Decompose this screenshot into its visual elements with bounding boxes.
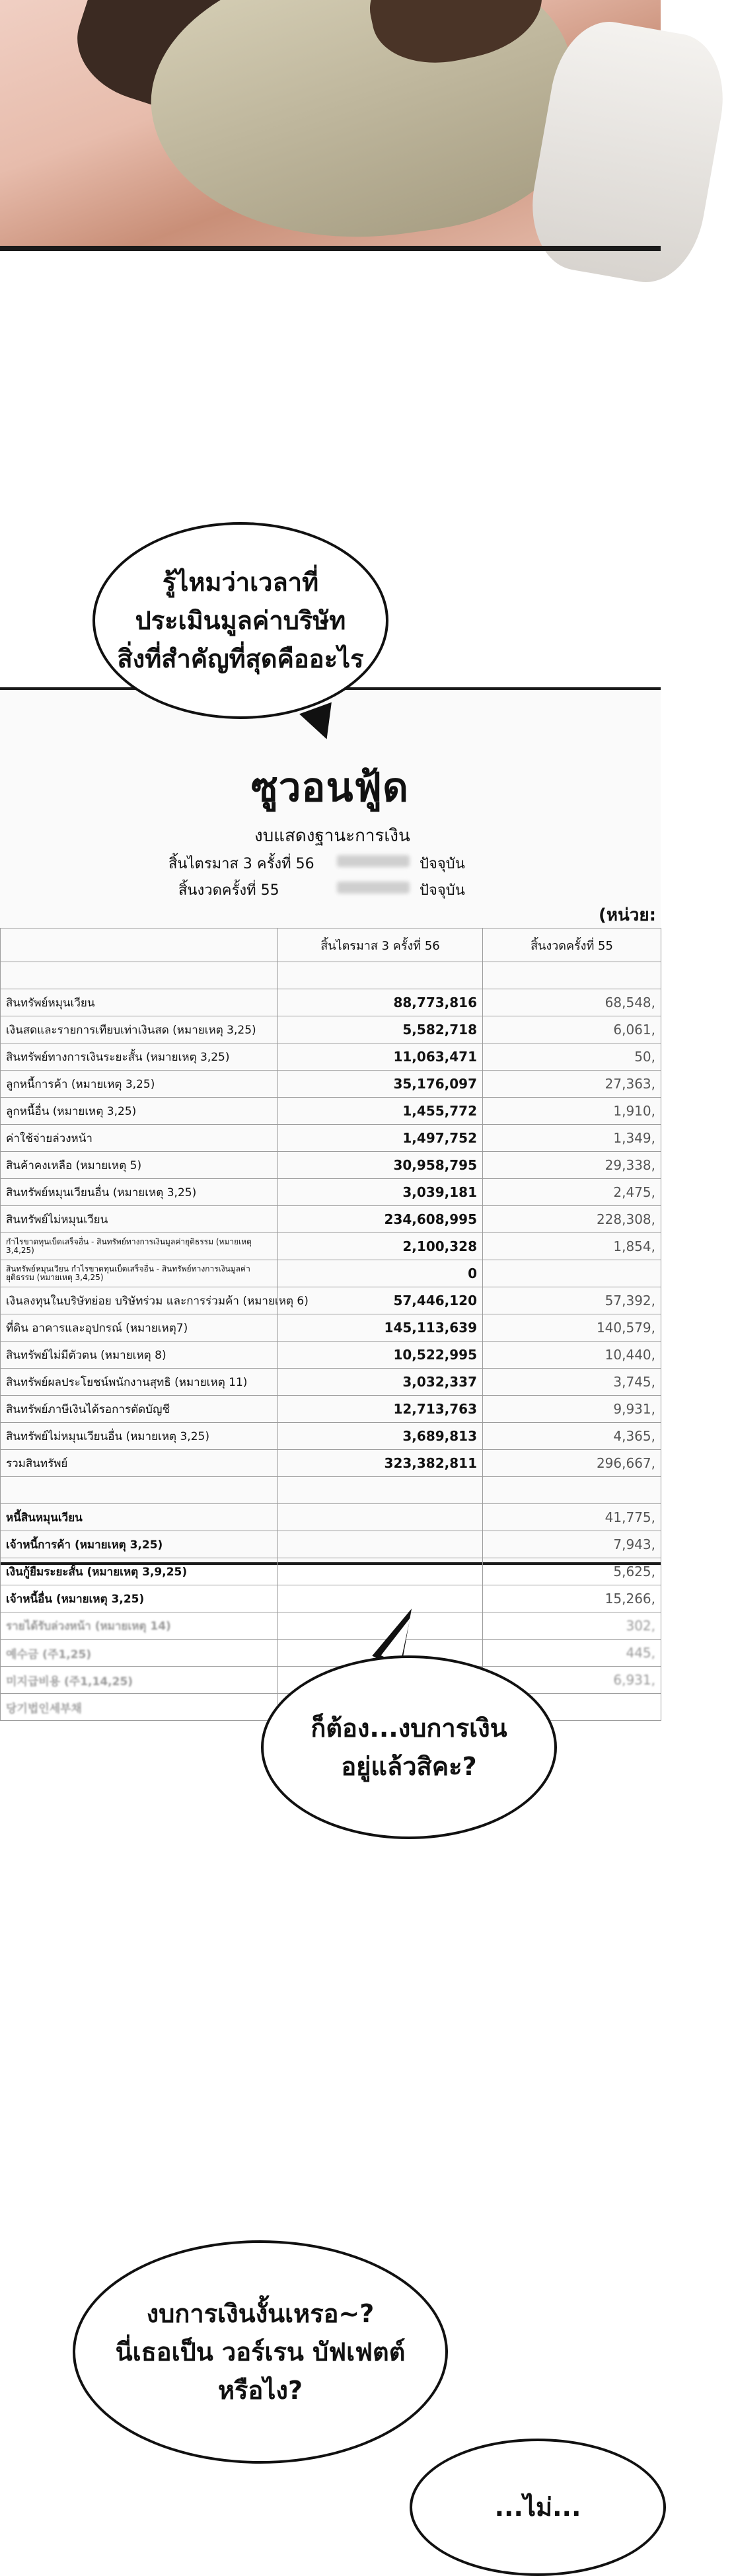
row-prior-value: 5,625,: [483, 1558, 661, 1585]
col-header-current: สิ้นไตรมาส 3 ครั้งที่ 56: [278, 928, 483, 962]
period-current-label: สิ้นไตรมาส 3 ครั้งที่ 56: [168, 856, 314, 872]
table-row: [1, 1423, 661, 1450]
row-current-value: 35,176,097: [278, 1071, 483, 1098]
row-label: สินทรัพย์ภาษีเงินได้รอการตัดบัญชี: [1, 1396, 278, 1423]
row-current-value: 11,063,471: [278, 1043, 483, 1071]
row-label: เจ้าหนี้อื่น (หมายเหตุ 3,25): [1, 1585, 278, 1612]
company-title: ซูวอนฟู้ด: [251, 765, 409, 811]
speech-bubble-buffett: งบการเงินงั้นเหรอ~? นี่เธอเป็น วอร์เรน บัฟเฟตต์ หรือไง?: [73, 2240, 448, 2464]
row-prior-value: 1,349,: [483, 1125, 661, 1152]
row-prior-value: 6,931,: [483, 1667, 661, 1694]
row-current-value: 3,039,181: [278, 1179, 483, 1206]
table-row: [1, 1287, 661, 1314]
table-row-spacer: [1, 962, 661, 989]
period-prior-tag: ปัจจุบัน: [420, 882, 465, 899]
col-header-prior: สิ้นงวดครั้งที่ 55: [483, 928, 661, 962]
row-current-value: 57,446,120: [278, 1287, 483, 1314]
speech-bubble-answer: ก็ต้อง...งบการเงิน อยู่แล้วสิคะ?: [261, 1655, 557, 1839]
row-prior-value: 15,266,: [483, 1585, 661, 1612]
row-label: สินทรัพย์ทางการเงินระยะสั้น (หมายเหตุ 3,25): [1, 1043, 278, 1071]
table-row: [1, 1558, 661, 1585]
period-current-tag: ปัจจุบัน: [420, 856, 465, 872]
row-label: เงินลงทุนในบริษัทย่อย บริษัทร่วม และการร่วมค้า (หมายเหตุ 6): [1, 1287, 278, 1314]
speech-bubble-cut: ...ไม่...: [410, 2439, 666, 2576]
table-row: [1, 1612, 661, 1640]
cloth-illustration: [135, 0, 592, 266]
unit-label: (หน่วย:: [599, 905, 657, 925]
row-prior-value: 4,365,: [483, 1423, 661, 1450]
row-label: สินทรัพย์ไม่หมุนเวียนอื่น (หมายเหตุ 3,25): [1, 1423, 278, 1450]
row-label: 당기법인세부채: [1, 1694, 278, 1721]
row-current-value: 10,522,995: [278, 1342, 483, 1369]
table-row: [1, 1504, 661, 1531]
row-prior-value: 3,745,: [483, 1369, 661, 1396]
row-current-value: 3,689,813: [278, 1423, 483, 1450]
table-row: [1, 1043, 661, 1071]
panel-border: [0, 246, 661, 251]
row-current-value: 2,100,328: [278, 1233, 483, 1260]
row-label: ลูกหนี้อื่น (หมายเหตุ 3,25): [1, 1098, 278, 1125]
row-current-value: 30,958,795: [278, 1152, 483, 1179]
row-label: เจ้าหนี้การค้า (หมายเหตุ 3,25): [1, 1531, 278, 1558]
balance-sheet-panel: [0, 687, 661, 1716]
row-prior-value: 50,: [483, 1043, 661, 1071]
row-prior-value: 6,061,: [483, 1016, 661, 1043]
table-row: [1, 1152, 661, 1179]
row-label: ที่ดิน อาคารและอุปกรณ์ (หมายเหตุ7): [1, 1314, 278, 1342]
table-row: [1, 1342, 661, 1369]
row-prior-value: 2,475,: [483, 1179, 661, 1206]
row-current-value: 3,032,337: [278, 1369, 483, 1396]
table-row: [1, 1640, 661, 1667]
row-current-value: 234,608,995: [278, 1206, 483, 1233]
row-label: สินทรัพย์หมุนเวียนอื่น (หมายเหตุ 3,25): [1, 1179, 278, 1206]
period-prior-label: สิ้นงวดครั้งที่ 55: [178, 882, 279, 899]
table-row: [1, 1531, 661, 1558]
row-label: หนี้สินหมุนเวียน: [1, 1504, 278, 1531]
row-current-value: [278, 1558, 483, 1585]
row-prior-value: 140,579,: [483, 1314, 661, 1342]
row-label: ค่าใช้จ่ายล่วงหน้า: [1, 1125, 278, 1152]
table-row: [1, 1098, 661, 1125]
table-row: [1, 1206, 661, 1233]
row-label: รวมสินทรัพย์: [1, 1450, 278, 1477]
row-prior-value: 296,667,: [483, 1450, 661, 1477]
table-row-spacer: [1, 1477, 661, 1504]
blurred-date: [337, 882, 410, 893]
table-row: [1, 1396, 661, 1423]
table-row: [1, 1585, 661, 1612]
row-label: 미지급비용 (주1,14,25): [1, 1667, 278, 1694]
row-label: สินทรัพย์ไม่มีตัวตน (หมายเหตุ 8): [1, 1342, 278, 1369]
sheet-subtitle: งบแสดงฐานะการเงิน: [254, 826, 410, 846]
row-current-value: [278, 1531, 483, 1558]
table-row: [1, 989, 661, 1016]
row-current-value: [278, 1504, 483, 1531]
row-current-value: 145,113,639: [278, 1314, 483, 1342]
row-label: ลูกหนี้การค้า (หมายเหตุ 3,25): [1, 1071, 278, 1098]
row-label: เงินกู้ยืมระยะสั้น (หมายเหตุ 3,9,25): [1, 1558, 278, 1585]
row-label: เงินสดและรายการเทียบเท่าเงินสด (หมายเหตุ 3,25): [1, 1016, 278, 1043]
table-row: [1, 1260, 661, 1287]
row-label: สินทรัพย์หมุนเวียน กำไรขาดทุนเบ็ดเสร็จอื่น - สินทรัพย์ทางการเงินมูลค่ายุติธรรม (หมายเหตุ 3,4,25): [1, 1260, 278, 1287]
row-prior-value: 10,440,: [483, 1342, 661, 1369]
row-prior-value: 7,943,: [483, 1531, 661, 1558]
table-row: [1, 1450, 661, 1477]
row-current-value: 0: [278, 1260, 483, 1287]
table-row: [1, 1369, 661, 1396]
row-current-value: 5,582,718: [278, 1016, 483, 1043]
row-label: สินค้าคงเหลือ (หมายเหตุ 5): [1, 1152, 278, 1179]
row-label: กำไรขาดทุนเบ็ดเสร็จอื่น - สินทรัพย์ทางการเงินมูลค่ายุติธรรม (หมายเหตุ 3,4,25): [1, 1233, 278, 1260]
table-row: [1, 1233, 661, 1260]
row-prior-value: 9,931,: [483, 1396, 661, 1423]
row-prior-value: 1,910,: [483, 1098, 661, 1125]
table-row: [1, 1016, 661, 1043]
row-label: สินทรัพย์ไม่หมุนเวียน: [1, 1206, 278, 1233]
row-prior-value: 302,: [483, 1612, 661, 1640]
comic-panel-top: [0, 0, 661, 251]
table-header-row: [1, 928, 661, 962]
row-prior-value: 27,363,: [483, 1071, 661, 1098]
row-current-value: [278, 1585, 483, 1612]
row-current-value: 12,713,763: [278, 1396, 483, 1423]
row-current-value: 1,455,772: [278, 1098, 483, 1125]
row-prior-value: 29,338,: [483, 1152, 661, 1179]
row-prior-value: 1,854,: [483, 1233, 661, 1260]
balance-sheet-table: [0, 928, 661, 1721]
blurred-date: [337, 855, 410, 867]
col-header-item: [1, 928, 278, 962]
row-label: สินทรัพย์หมุนเวียน: [1, 989, 278, 1016]
table-row: [1, 1314, 661, 1342]
row-label: 예수금 (주1,25): [1, 1640, 278, 1667]
row-prior-value: 57,392,: [483, 1287, 661, 1314]
row-label: สินทรัพย์ผลประโยชน์พนักงานสุทธิ (หมายเหตุ 11): [1, 1369, 278, 1396]
table-row: [1, 1071, 661, 1098]
row-prior-value: 41,775,: [483, 1504, 661, 1531]
row-prior-value: 228,308,: [483, 1206, 661, 1233]
row-label: รายได้รับล่วงหน้า (หมายเหตุ 14): [1, 1612, 278, 1640]
row-current-value: 1,497,752: [278, 1125, 483, 1152]
row-current-value: 323,382,811: [278, 1450, 483, 1477]
row-prior-value: 445,: [483, 1640, 661, 1667]
table-row: [1, 1125, 661, 1152]
row-prior-value: 68,548,: [483, 989, 661, 1016]
table-row: [1, 1179, 661, 1206]
row-prior-value: [483, 1260, 661, 1287]
row-current-value: 88,773,816: [278, 989, 483, 1016]
speech-bubble-question: รู้ไหมว่าเวลาที่ ประเมินมูลค่าบริษัท สิ่งที่สำคัญที่สุดคืออะไร: [92, 522, 388, 719]
row-current-value: [278, 1612, 483, 1640]
